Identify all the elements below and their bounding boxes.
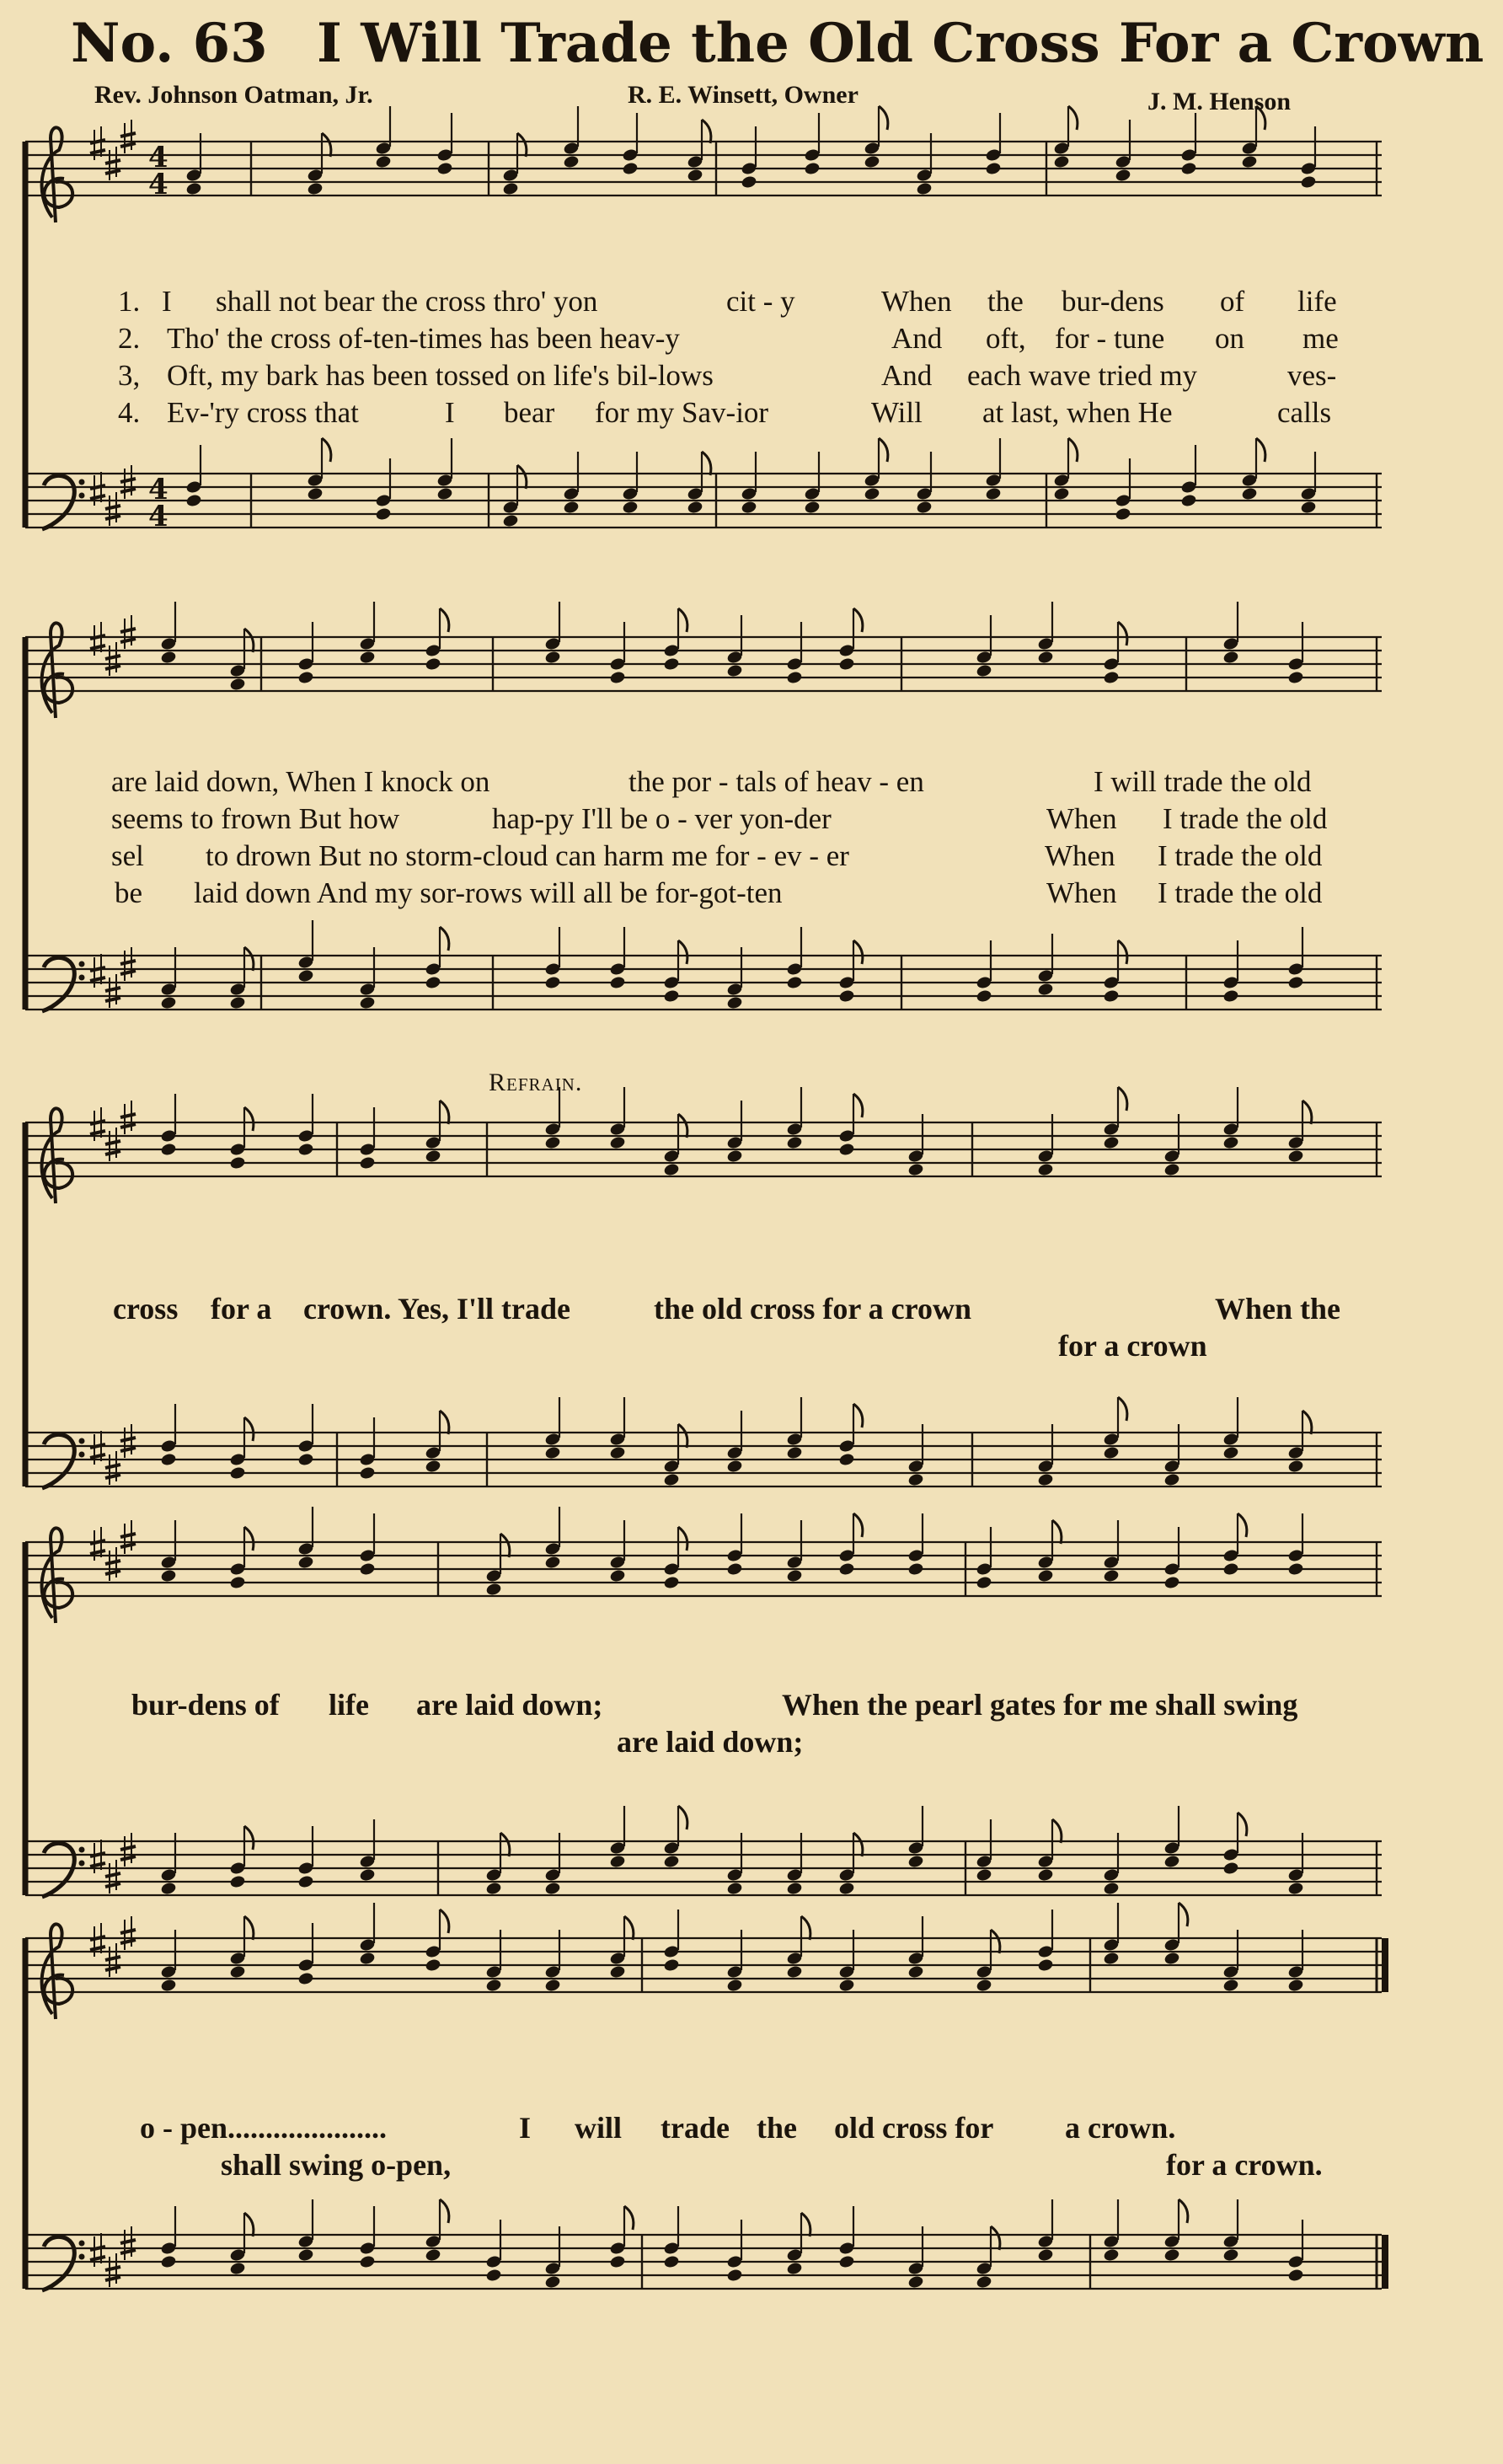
svg-text:4: 4 (148, 141, 168, 174)
owner-credit: R. E. Winsett, Owner (628, 81, 858, 109)
refrain-line-2: bur-dens of life are laid down; When the pearl gates for me shall swing (131, 1688, 1298, 1722)
bass-clef-icon (42, 957, 85, 1011)
verse-4-line-1: 4. Ev-'ry cross that I bear for my Sav-ior Will at last, when He calls (118, 396, 1332, 429)
verse-1-line-1: 1. I shall not bear the cross thro' yon cit - y When the bur-dens of life (118, 285, 1337, 318)
refrain-line-3: o - pen..................... I will trade the old cross for a crown. (140, 2111, 1176, 2145)
verse-1-line-2: are laid down, When I knock on the por - tals of heav - en I will trade the old (111, 765, 1312, 798)
verse-2-line-1: 2. Tho' the cross of-ten-times has been heav-y And oft, for - tune on me (118, 322, 1339, 355)
bass-clef-icon (42, 1434, 85, 1488)
treble-staff (25, 142, 1382, 196)
key-signature-sharps-icon (90, 1520, 136, 1581)
svg-text:4: 4 (148, 473, 168, 506)
bass-clef-icon (42, 2236, 85, 2290)
lyricist-credit: Rev. Johnson Oatman, Jr. (94, 81, 373, 109)
hymn-number: No. 63 (71, 12, 268, 75)
treble-staff (25, 637, 1382, 691)
key-signature-sharps-icon (90, 615, 136, 676)
refrain-line-2-alt: are laid down; (617, 1725, 804, 1759)
verse-4-line-2: be laid down And my sor-rows will all be for-got-ten When I trade the old (115, 876, 1323, 909)
key-signature-sharps-icon (90, 1916, 136, 1977)
verse-2-line-2: seems to frown But how hap-py I'll be o - ver yon-der When I trade the old (111, 802, 1328, 835)
verse-4-number: 4. (118, 396, 141, 429)
bass-staff (25, 956, 1382, 1010)
verse-2-number: 2. (118, 322, 141, 355)
bass-clef-icon (42, 475, 85, 529)
verse-3-line-2: sel to drown But no storm-cloud can harm me for - ev - er When I trade the old (111, 839, 1323, 872)
refrain-label: Refrain. (489, 1069, 583, 1096)
hymn-heading (71, 12, 1484, 75)
key-signature-sharps-icon (90, 120, 136, 180)
composer-credit: J. M. Henson (1147, 88, 1292, 115)
refrain-line-1-alt: for a crown (1058, 1329, 1207, 1363)
key-signature-sharps-icon (90, 1101, 136, 1161)
refrain-line-3-alt: shall swing o-pen, for a crown. (221, 2148, 1323, 2182)
verse-1-number: 1. (118, 285, 141, 318)
verse-3-number: 3, (118, 359, 141, 392)
hymn-title: I Will Trade the Old Cross For a Crown (316, 12, 1484, 75)
svg-text:4: 4 (148, 500, 168, 533)
refrain-line-1: cross for a crown. Yes, I'll trade the old cross for a crown When the (113, 1292, 1341, 1326)
verse-3-line-1: 3, Oft, my bark has been tossed on life's bil-lows And each wave tried my ves- (118, 359, 1337, 392)
bass-staff (25, 474, 1382, 528)
svg-text:4: 4 (148, 168, 168, 201)
